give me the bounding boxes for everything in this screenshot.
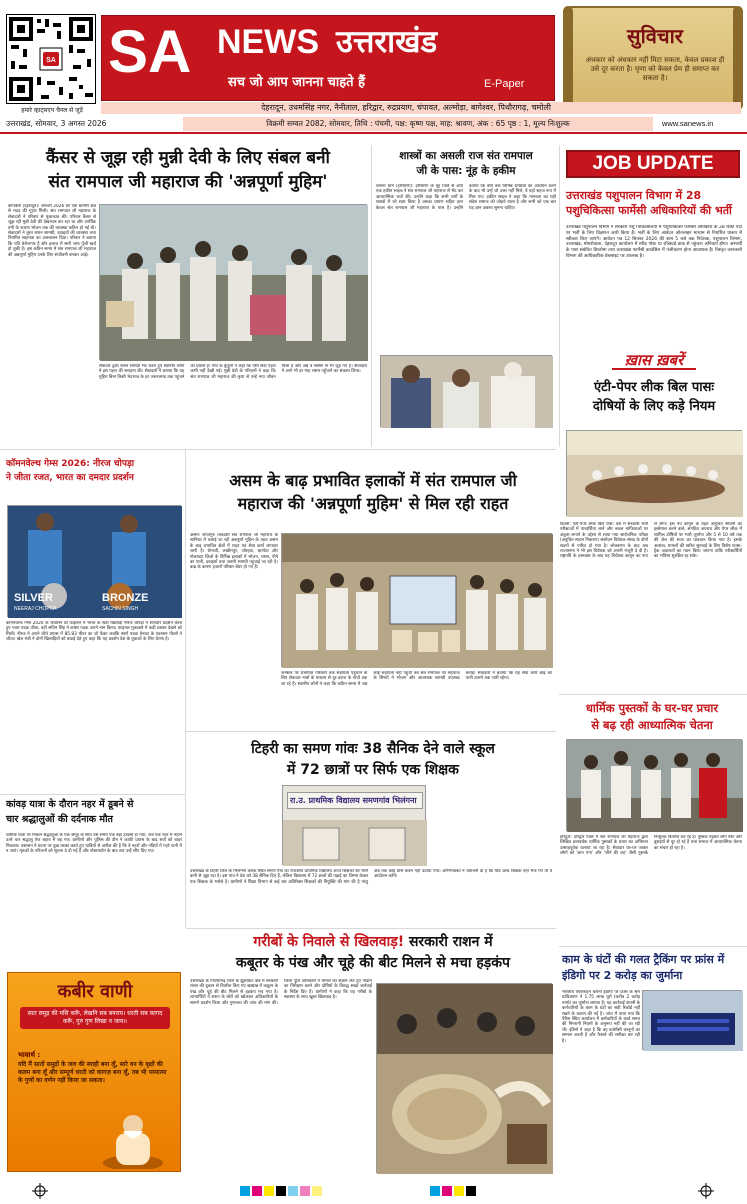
khas-body: दिल्ली: एंटी-पेपर लीक बिल पास: देश में सरकारी भर्ती परीक्षाओं में पारदर्शिता लाने और नकल माफियाओं पर अंकुश लगाने के उद्देश्य से लाया गया सार्वजनिक परीक्षा (अनुचित साधन निवारण) संशोधन विधेयक संसद के दोनों सदनों से पारित हो गया है। लोकसभा के बाद अब राज्यसभा ने भी इस विधेयक को अपनी मंजूरी दे दी है। राष्ट्रपति के हस्ताक्षर के बाद यह विधेयक कानून का रूप ले लेगा। इस नए कानून के तहत अनुचित साधनों का इस्तेमाल करने वाले, संगठित अपराध और पेपर लीक में शामिल दोषियों पर भारी जुर्माना और 5 से 10 वर्ष तक की जेल की सजा का प्रावधान किया गया है। इसके अलावा, मामलों की त्वरित सुनवाई के लिए विशेष फास्ट-ट्रैक अदालतों का गठन किया जाएगा ताकि परीक्षार्थियों का भविष्य सुरक्षित रह सके। <box>560 522 742 560</box>
khas-label: ख़ास ख़बरें <box>624 351 684 369</box>
tehri-headline-line1: टिहरी का समण गांवः 38 सैनिक देने वाले स्कूल <box>251 741 495 757</box>
commonwealth-headline[interactable] <box>6 457 182 485</box>
whatsapp-qr-icon[interactable] <box>6 14 96 104</box>
medal-silver-name: NEERAJ CHOPRA <box>14 606 57 612</box>
district-bar <box>101 102 741 114</box>
kanwar-body: धार्मिक यात्रा पर निकले श्रद्धालुओं के एक समूह के साथ उस समय एक बड़ा हादसा हो गया, जब एक नहर में नहाने उतरे चार श्रद्धालु तेज बहाव में बह गए। ग्रामीणों और पुलिस की टीम ने काफी प्रयास के बाद शवों को बाहर निकाला। प्रशासन ने घटना पर दुख व्यक्त करते हुए यात्रियों से अपील की है कि वे नहरों और नदियों में गहरे पानी में न जाएं। मृतकों के परिजनों को सूचना दे दी गई है और पोस्टमार्टम के बाद शव उन्हें सौंप दिए गए। <box>6 833 182 855</box>
medal-silver-label: SILVER <box>14 592 53 604</box>
khas-headline-line1: एंटी-पेपर लीक बिल पासः <box>593 380 715 395</box>
khas-label-box <box>612 350 696 370</box>
khas-headline[interactable] <box>566 378 742 416</box>
assam-body-left: असमः जगतगुरु तत्वदर्शी संत रामपाल जी महाराज के सानिध्य में चलाई जा रही अन्नपूर्णा मुहिम के तहत असम के बाढ़ प्रभावित क्षेत्रों में राहत एवं सेवा कार्य लगातार जारी है। धेमाजी, लखीमपुर, जोरहाट, बारपेटा और गोलाघाट जिलों के विभिन्न इलाकों में भोजन, राशन, पीने का पानी, दवाइयाँ तथा जरूरी सामग्री पहुंचाई जा रही है। बाढ़ के कारण हजारों परिवार बेघर हो गए हैं। <box>190 533 278 571</box>
logo-region: उत्तराखंड <box>336 24 438 60</box>
ration-headline-line2: कबूतर के पंख और चूहे की बीट मिलने से मचा हड़कंप <box>235 955 510 971</box>
assam-photo <box>281 533 552 667</box>
ration-headline-red: गरीबों के निवाले से खिलवाड़! <box>253 934 405 950</box>
kabir-title: कबीर वाणी <box>57 981 133 1002</box>
logo-news: NEWS <box>217 23 319 61</box>
kabir-bhavarth-label: भावार्थ : <box>18 1051 41 1059</box>
indigo-body: भारतीय एयरलाइन कंपनी इंडिगो पर फ्रांस के श्रम प्राधिकरण ने 1.75 लाख यूरो (करीब 2 करोड़ रुपये) का जुर्माना लगाया है। यह कार्रवाई कंपनी के कर्मचारियों के काम के घंटों का सही रिकॉर्ड नहीं रखने के कारण की गई है। जांच में पाया गया कि पेरिस स्थित कार्यालय में कर्मचारियों के कार्य समय की निगरानी नियमों के अनुरूप नहीं की जा रही थी। इंडिगो ने कहा है कि वह फ्रांसीसी कानूनों का सम्मान करती है और फैसले की समीक्षा कर रही है। <box>562 990 640 1044</box>
story1-headline-line1: कैंसर से जूझ रही मुन्नी देवी के लिए संबल बनी <box>46 148 330 168</box>
commonwealth-body: कॉमनवेल्थ गेम्स 2026 के जैवलिन थ्रो फाइनल में भारत के स्टार खिलाड़ी नीरज चोपड़ा ने शानदार प्रदर्शन करते हुए रजत पदक जीता, वहीं सचिन सिंह ने कांस्य पदक अपने नाम किया। फाइनल मुकाबले में कड़ी टक्कर देखने को मिली। नीरज ने अपने चौथे प्रयास में 85.83 मीटर का थ्रो फेंका जबकि स्वर्ण पदक ग्रेनाडा के एंडरसन पीटर्स ने जीता। खेल मंत्री ने दोनों खिलाड़ियों को बधाई देते हुए कहा कि यह प्रदर्शन देश के युवाओं के लिए प्रेरणा है। <box>6 621 182 643</box>
story2-headline-line2: जी के पास: नूंह के हकीम <box>416 165 516 177</box>
kanwar-headline-line2: चार श्रद्धालुओं की दर्दनाक मौत <box>6 814 113 825</box>
story2-headline-line1: शास्त्रों का असली राज संत रामपाल <box>399 150 533 162</box>
suvichar-text: अंधकार को अंधकार नहीं मिटा सकता, केवल प्रकाश ही उसे दूर करता है। घृणा को केवल प्रेम ही समाप्त कर सकता है। <box>585 56 725 82</box>
kabir-bhavarth: यदि मैं सातों समुद्रों के जल की स्याही बना लूँ, सारे वन के वृक्षों की कलम बना लूँ और सम्पूर्ण धरती को कागज़ बना लूँ, तब भी परमात्मा के गुणों का वर्णन नहीं किया जा सकता। <box>18 1061 167 1084</box>
story1-photo <box>99 204 367 360</box>
qr-caption: हमारे व्हाट्सएप चैनल से जुड़ें <box>21 107 83 114</box>
kabir-box <box>7 972 181 1172</box>
story1-headline[interactable] <box>8 146 368 194</box>
commonwealth-headline-line2: ने जीता रजत, भारत का दमदार प्रदर्शन <box>6 473 134 483</box>
kabir-portrait <box>98 1111 168 1169</box>
dharmik-headline-line1: धार्मिक पुस्तकों के घर-घर प्रचार <box>585 701 719 715</box>
tehri-signboard: रा.उ. प्राथमिक विद्यालय समणगांव भिलंगना <box>287 792 423 809</box>
indigo-headline[interactable]: काम के घंटों की गलत ट्रैकिंग पर फ्रांस में इंडिगो पर 2 करोड़ का जुर्माना <box>562 953 725 982</box>
kanwar-headline[interactable] <box>6 797 182 827</box>
ration-body: उत्तराखंड के पिथौरागढ़ जिले के झूलाघाट क्षेत्र में सरकारी राशन की दुकान से वितरित किए गए खाद्यान्न में कबूतर के पंख और चूहे की बीट मिलने से हड़कंप मच गया है। लाभार्थियों ने राशन के बोरों को खोलकर अधिकारियों के सामने प्रदर्शन किया और गुणवत्ता की जांच की मांग की। जिला पूर्ति अधिकारी ने मामले का संज्ञान लेते हुए गोदाम का निरीक्षण करने और दोषियों के विरुद्ध सख्त कार्रवाई के निर्देश दिए हैं। ग्रामीणों ने कहा कि यह गरीबों के स्वास्थ्य के साथ खुला खिलवाड़ है। <box>190 979 372 1006</box>
ration-headline-rest: सरकारी राशन में <box>408 934 493 950</box>
assam-headline-line1: असम के बाढ़ प्रभावित इलाकों में संत रामपाल जी <box>229 471 517 490</box>
tagline: सच जो आप जानना चाहते हैं <box>228 75 366 90</box>
indigo-body-right <box>642 1054 742 1174</box>
kanwar-headline-line1: कांवड़ यात्रा के दौरान नहर में डूबने से <box>6 799 134 810</box>
story2-photo <box>380 355 552 427</box>
dharmik-photo <box>566 739 742 831</box>
epaper-label: E-Paper <box>484 78 525 90</box>
logo-sa: SA <box>108 18 192 85</box>
story2-headline[interactable] <box>376 149 556 179</box>
story1-body-bottom: सेवादार द्वारा राशन सामग्री भेंट करते हुए स्थानीय लोगों ने इस पहल की सराहना की। सेवादारों ने बताया कि यह मुहिम बिना किसी भेदभाव के हर जरूरतमंद तक पहुंचने का प्रयास है। गांव के बुजुर्गों ने कहा कि ऐसी सेवा पहले कभी नहीं देखी गई। मुन्नी देवी के परिजनों ने कहा कि संत रामपाल जी महाराज की कृपा से उन्हें नया जीवन मिला है और अब वे सत्संग से भी जुड़ गए हैं। सेवादारों ने आगे भी हर माह राशन पहुँचाने का संकल्प लिया। <box>99 364 367 380</box>
story1-headline-line2: संत रामपाल जी महाराज की 'अन्नपूर्णा मुहिम' <box>48 172 328 192</box>
print-registration-bar <box>0 1182 747 1200</box>
svg-text:SA: SA <box>46 57 56 64</box>
medal-bronze-name: SACHIN SINGH <box>102 606 139 612</box>
commonwealth-photo <box>7 505 181 617</box>
medal-bronze-label: BRONZE <box>102 592 149 604</box>
story2-body: धनाना धाम (हरियाणा): हरियाणा के नूंह जिले से आए एक हकीम साहब ने संत रामपाल जी महाराज से भेंट कर आध्यात्मिक चर्चा की। उन्होंने कहा कि सभी धर्मों के शास्त्रों में जो सत्य छिपा है उसका प्रमाण सहित ज्ञान केवल संत रामपाल जी महाराज के पास है। उन्होंने बताया कि वर्षों तक विभिन्न धर्मग्रंथों का अध्ययन करने के बाद भी उन्हें जो उत्तर नहीं मिले, वे यहाँ सहज रूप में मिल गए। हकीम साहब ने कहा कि मानवता का यही संदेश समाज को जोड़ने वाला है और सभी को एक बार यह ज्ञान अवश्य सुनना चाहिए। <box>376 184 556 211</box>
ration-headline-line1 <box>190 932 556 953</box>
district-list: देहरादून, उधमसिंह नगर, नैनीताल, हरिद्वार, रुद्रप्रयाग, चंपावत, अल्मोड़ा, बागेश्वर, पिथौरागढ़, चमोली <box>261 103 551 112</box>
tehri-headline-line2: में 72 छात्रों पर सिर्फ एक शिक्षक <box>287 762 459 778</box>
dharmik-headline[interactable] <box>560 700 744 734</box>
commonwealth-headline-line1: कॉमनवेल्थ गेम्स 2026: नीरज चोपड़ा <box>6 459 135 469</box>
indigo-photo <box>642 990 742 1050</box>
dharmik-headline-line2: से बढ़ रही आध्यात्मिक चेतना <box>591 718 713 732</box>
ration-photo <box>376 983 552 1173</box>
website-link[interactable]: www.sanews.in <box>662 119 714 128</box>
masthead-logo[interactable] <box>101 15 555 101</box>
suvichar-title: सुविचार <box>627 24 683 48</box>
tehri-photo <box>282 785 426 865</box>
tehri-body: उत्तराखंड के टिहरी जिले के भिलंगना ब्लॉक स्थित समण गांव का राजकीय प्राथमिक विद्यालय आज शिक्षकों की भारी कमी से जूझ रहा है। इस गांव ने देश को 38 सैनिक दिए हैं, लेकिन विद्यालय में 72 छात्रों की पढ़ाई का जिम्मा केवल एक शिक्षक के भरोसे है। ग्रामीणों ने शिक्षा विभाग से कई बार अतिरिक्त शिक्षकों की नियुक्ति की मांग की है परंतु अब तक कोई ठोस कदम नहीं उठाया गया। अभिभावकों ने चेतावनी दी है कि यदि जल्द शिक्षक नहीं भेजे गए तो वे आंदोलन करेंगे। <box>190 869 552 885</box>
dateline: उत्तराखंड, सोमवार, 3 अगस्त 2026 <box>6 119 107 128</box>
assam-headline[interactable] <box>190 469 556 515</box>
khas-headline-line2: दोषियों के लिए कड़े नियम <box>592 399 716 414</box>
story1-body-left: कपिकेश (देहरादून): जनवरी 2026 को एक ग्रामीण क्षेत्र से मदद की गुहार मिली। संत रामपाल जी महाराज के सेवादारों ने परिवार से मुलाकात की। परिवार कैंसर से जूझ रही मुन्नी देवी की देखभाल कर रहा था और आर्थिक तंगी के कारण भोजन तक की व्यवस्था कठिन हो गई थी। सेवादारों ने तुरंत राशन सामग्री, दवाइयों की व्यवस्था तथा नियमित सहायता का आश्वासन दिया। परिवार ने बताया कि पति बेरोजगार है और इलाज में सारी जमा पूँजी खर्च हो चुकी है। इस कठिन समय में संत रामपाल जी महाराज की अन्नपूर्णा मुहिम उनके लिए संजीवनी बनकर आई। <box>8 204 96 258</box>
dharmik-body: हरिद्वार: हरिद्वार जिले में संत रामपाल जी महाराज द्वारा लिखित ज्ञानवर्धक धार्मिक पुस्तकों के प्रचार का अभियान उत्साहपूर्वक चलाया जा रहा है। सेवादार घर-घर जाकर लोगों को 'ज्ञान गंगा' और 'जीने की राह' जैसी पुस्तकें निःशुल्क वितरित कर रहे हैं। पुस्तक पढ़कर लोग नशा और बुराइयों से दूर हो रहे हैं तथा समाज में आध्यात्मिक चेतना का संचार हो रहा है। <box>560 835 742 857</box>
dateline-bar <box>0 117 747 131</box>
job-update-headline[interactable]: उत्तराखंड पशुपालन विभाग में 28 पशुचिकित्सा फार्मेसी अधिकारियों की भर्ती <box>566 189 732 217</box>
tehri-headline[interactable] <box>190 739 556 781</box>
job-update-label: JOB UPDATE <box>592 153 714 174</box>
panchang: विक्रमी सम्वत 2082, सोमवार, तिथि : पंचमी, पक्ष: कृष्ण पक्ष, माह: श्रावण, अंक : 65 पृष्ठ : 1, मूल्य निःशुल्क <box>266 119 570 128</box>
job-update-badge[interactable] <box>566 150 740 178</box>
assam-body-bottom: जनस्तर पर प्रभावित परिवारों तक सहायता पहुंचाने के लिए सेवादार नावों के माध्यम से दूर-दराज के गांवों तक जा रहे हैं। स्थानीय लोगों ने कहा कि कठिन समय में जब कोई सहायता नहीं पहुंची तब संत रामपाल जी महाराज के शिष्यों ने भोजन और आवश्यक सामग्री उपलब्ध कराई। सेवादारों ने बताया कि यह सेवा कार्य बाढ़ का पानी उतरने तक जारी रहेगा। <box>281 671 552 687</box>
ration-headline[interactable] <box>190 932 556 974</box>
job-update-body: उत्तराखंड पशुपालन विभाग ने सरकारी पशु चिकित्सालयों में पशुचिकित्सा फार्मेसी अधिकारी के 28 रिक्त पदों पर भर्ती के लिए विज्ञापन जारी किया है। भर्ती के लिए आवेदन ऑनलाइन माध्यम से निर्धारित प्रारूप में स्वीकार किए जाएंगे। आवेदन पत्र 12 सितंबर 2026 की शाम 5 बजे तक निदेशक, पशुपालन विभाग, उत्तराखंड, मोथरोवाला, देहरादून कार्यालय में स्पीड पोस्ट या रजिस्टर्ड डाक से पहुंचना अनिवार्य होगा। अभ्यर्थी के पास संबंधित डिप्लोमा तथा उत्तराखंड फार्मेसी काउंसिल में पंजीकरण होना आवश्यक है। विस्तृत जानकारी विभाग की आधिकारिक वेबसाइट पर उपलब्ध है। <box>566 225 742 259</box>
khas-photo <box>566 430 742 516</box>
suvichar-box <box>565 6 741 110</box>
kabir-doha: सात समुद्र की मसि करूँ, लेखनि सब बनराय। धरती सब कागद करूँ, गुरु गुण लिखा न जाय॥ <box>20 1007 170 1029</box>
panchang-bar <box>183 117 653 131</box>
assam-headline-line2: महाराज की 'अन्नपूर्णा मुहिम' से मिल रही राहत <box>237 494 509 513</box>
